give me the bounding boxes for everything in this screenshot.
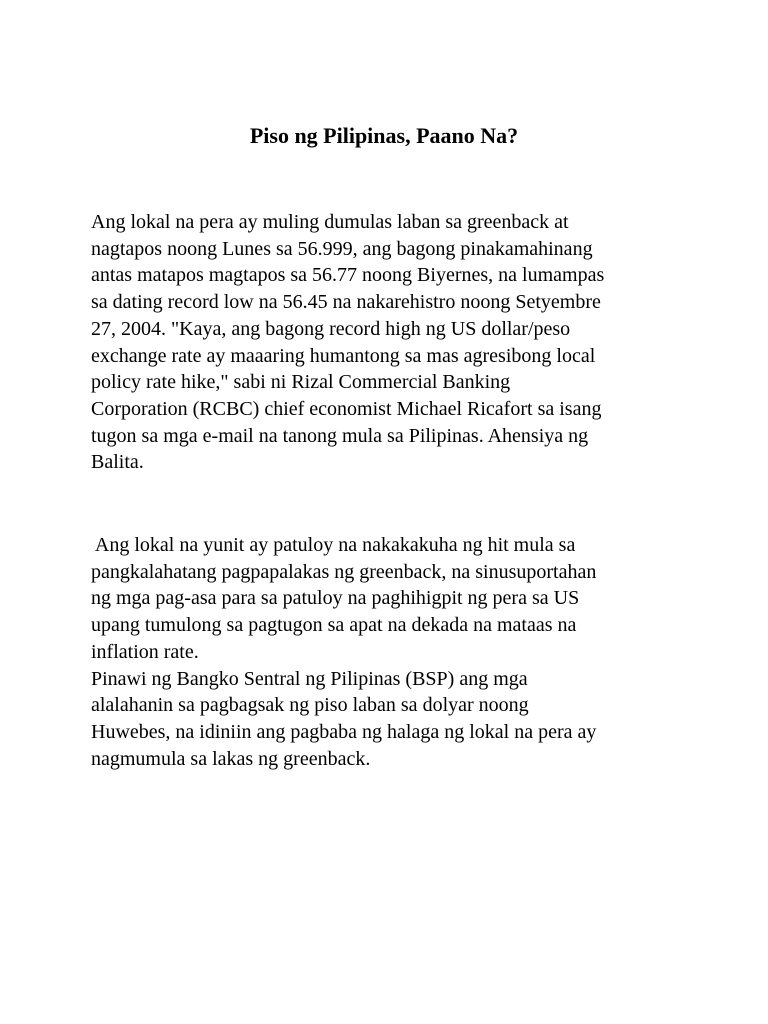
document-title: Piso ng Pilipinas, Paano Na? xyxy=(249,123,519,148)
paragraph-line: Pinawi ng Bangko Sentral ng Pilipinas (BSP) ang mga xyxy=(91,667,528,690)
paragraph-line: antas matapos magtapos sa 56.77 noong Biyernes, na lumampas xyxy=(91,264,605,287)
paragraph-line: ng mga pag-asa para sa patuloy na paghihigpit ng pera sa US xyxy=(91,587,580,610)
paragraph-2 xyxy=(91,532,691,772)
paragraph-line: exchange rate ay maaaring humantong sa mas agresibong local xyxy=(91,344,596,367)
paragraph-line: sa dating record low na 56.45 na nakarehistro noong Setyembre xyxy=(91,291,601,314)
paragraph-line: alalahanin sa pagbagsak ng piso laban sa dolyar noong xyxy=(91,694,529,717)
paragraph-line: tugon sa mga e-mail na tanong mula sa Pilipinas. Ahensiya ng xyxy=(91,424,589,447)
paragraph-1 xyxy=(91,209,691,476)
paragraph-line: 27, 2004. "Kaya, ang bagong record high ng US dollar/peso xyxy=(91,317,571,340)
paragraph-line: policy rate hike," sabi ni Rizal Commercial Banking xyxy=(91,371,511,394)
paragraph-line: inflation rate. xyxy=(91,640,199,663)
paragraph-line: nagtapos noong Lunes sa 56.999, ang bagong pinakamahinang xyxy=(91,237,593,260)
paragraph-line: upang tumulong sa pagtugon sa apat na dekada na mataas na xyxy=(91,614,577,637)
paragraph-line: Ang lokal na yunit ay patuloy na nakakakuha ng hit mula sa xyxy=(91,534,576,556)
paragraph-line: nagmumula sa lakas ng greenback. xyxy=(91,747,371,770)
paragraph-line: Corporation (RCBC) chief economist Michael Ricafort sa isang xyxy=(91,397,602,420)
paragraph-line: Huwebes, na idiniin ang pagbaba ng halaga ng lokal na pera ay xyxy=(91,720,597,743)
paragraph-line: Ang lokal na pera ay muling dumulas laban sa greenback at xyxy=(91,211,569,233)
paragraph-line: Balita. xyxy=(91,451,144,474)
paragraph-line: pangkalahatang pagpapalakas ng greenback, na sinusuportahan xyxy=(91,560,597,583)
